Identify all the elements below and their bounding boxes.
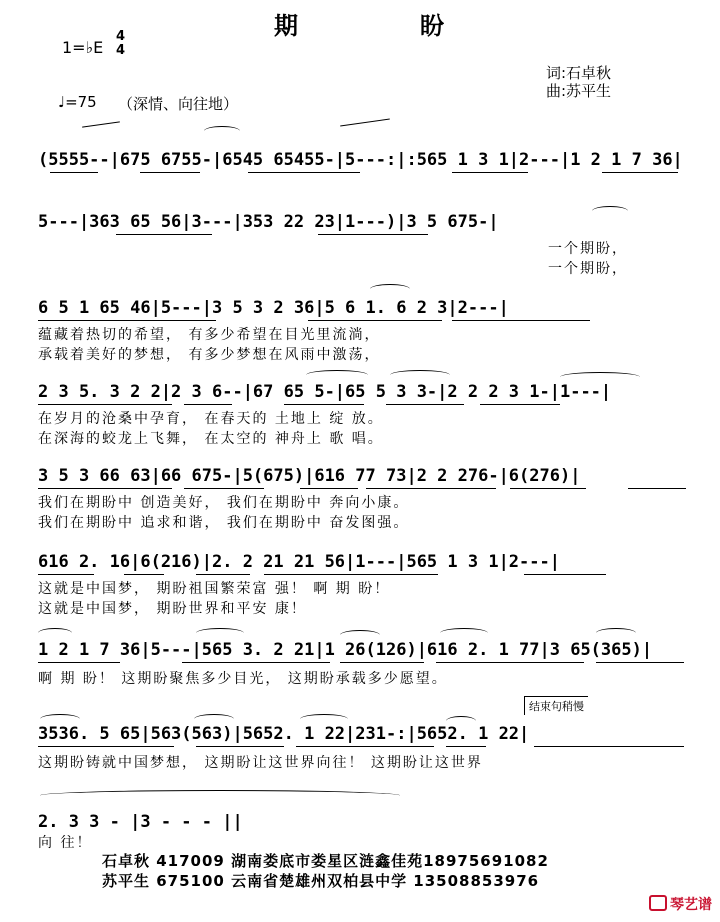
credit-composer: 苏平生 675100 云南省楚雄州双柏县中学 13508853976 bbox=[102, 872, 540, 890]
music-line-8: 3536. 5 65|563(563)|5652. 1 22|231-:|5652. 1 22| bbox=[38, 724, 530, 744]
underline bbox=[534, 746, 684, 747]
lyric-line-4b: 在深海的蛟龙上飞舞， 在太空的 神舟上 歌 唱。 bbox=[38, 431, 384, 447]
underline bbox=[386, 404, 464, 405]
underline bbox=[296, 746, 434, 747]
underline bbox=[452, 320, 590, 321]
lyric-line-3a: 蕴藏着热切的希望， 有多少希望在目光里流淌， bbox=[38, 327, 381, 343]
underline bbox=[38, 488, 172, 489]
lyric-line-4a: 在岁月的沧桑中孕育， 在春天的 土地上 绽 放。 bbox=[38, 411, 384, 427]
underline bbox=[38, 574, 94, 575]
slur bbox=[390, 370, 450, 380]
tie bbox=[40, 790, 400, 801]
lyric-line-9a: 向 往！ bbox=[38, 835, 93, 851]
music-line-7: 1 2 1 7 36|5---|565 3. 2 21|1 26(126)|616 2. 1 77|3 65(365)| bbox=[38, 640, 653, 660]
lyric-line-5a: 我们在期盼中 创造美好， 我们在期盼中 奔向小康。 bbox=[38, 495, 410, 511]
slur bbox=[560, 372, 640, 382]
expression-mark: （深情、向往地） bbox=[118, 95, 239, 113]
underline bbox=[38, 404, 172, 405]
lyric-line-6a: 这就是中国梦， 期盼祖国繁荣富 强！ 啊 期 盼！ bbox=[38, 581, 391, 597]
underline bbox=[248, 172, 360, 173]
composer: 曲:苏平生 bbox=[546, 82, 612, 100]
page-title bbox=[0, 6, 720, 41]
underline bbox=[366, 488, 496, 489]
underline bbox=[602, 172, 678, 173]
underline bbox=[596, 662, 684, 663]
lyric-line-7a: 啊 期 盼！ 这期盼聚焦多少目光， 这期盼承载多少愿望。 bbox=[38, 671, 448, 687]
title-char-2: 盼 bbox=[420, 12, 446, 40]
underline bbox=[116, 234, 212, 235]
underline bbox=[38, 662, 120, 663]
crescendo-mark bbox=[82, 121, 120, 127]
tempo-mark: ♩=75 bbox=[58, 93, 97, 111]
underline bbox=[510, 488, 586, 489]
logo-text: 琴艺谱 bbox=[670, 897, 712, 913]
slur bbox=[204, 126, 240, 136]
time-signature-top: 4 bbox=[116, 29, 126, 44]
underline bbox=[50, 172, 98, 173]
slur bbox=[592, 206, 628, 216]
underline bbox=[308, 320, 442, 321]
crescendo-mark bbox=[340, 119, 390, 127]
credit-lyricist: 石卓秋 417009 湖南娄底市娄星区涟鑫佳苑18975691082 bbox=[102, 852, 549, 870]
slur bbox=[300, 714, 348, 724]
slur bbox=[340, 630, 380, 640]
slur bbox=[306, 370, 368, 380]
underline bbox=[300, 488, 358, 489]
underline bbox=[196, 574, 250, 575]
lyric-line-6b: 这就是中国梦， 期盼世界和平安 康！ bbox=[38, 601, 307, 617]
underline bbox=[196, 746, 284, 747]
lyricist: 词:石卓秋 bbox=[546, 64, 612, 82]
music-line-5: 3 5 3 66 63|66 675-|5(675)|616 77 73|2 2 276-|6(276)| bbox=[38, 466, 581, 486]
underline bbox=[140, 172, 200, 173]
underline bbox=[184, 404, 232, 405]
slur bbox=[38, 628, 72, 638]
logo-icon bbox=[649, 895, 667, 911]
music-line-2: 5---|363 65 56|3---|353 22 23|1---)|3 5 675-| bbox=[38, 212, 499, 232]
underline bbox=[38, 746, 174, 747]
music-line-3: 6 5 1 65 46|5---|3 5 3 2 36|5 6 1. 6 2 3|2---| bbox=[38, 298, 509, 318]
underline bbox=[264, 574, 438, 575]
key-signature: 1=♭E bbox=[62, 38, 104, 57]
ending-label: 结束句稍慢 bbox=[524, 696, 588, 715]
music-line-9: 2. 3 3 - |3 - - - || bbox=[38, 812, 243, 832]
underline bbox=[446, 746, 486, 747]
underline bbox=[182, 662, 330, 663]
music-line-6: 616 2. 16|6(216)|2. 2 21 21 56|1---|565 1 3 1|2---| bbox=[38, 552, 560, 572]
slur bbox=[40, 714, 80, 724]
title-char-1: 期 bbox=[274, 12, 300, 40]
underline bbox=[480, 404, 560, 405]
underline bbox=[318, 234, 428, 235]
slur bbox=[194, 714, 234, 724]
underline bbox=[524, 574, 606, 575]
lyric-line-2a: 一个期盼， bbox=[548, 241, 628, 257]
underline bbox=[340, 662, 424, 663]
music-line-4: 2 3 5. 3 2 2|2 3 6--|67 65 5-|65 5 3 3-|2 2 2 3 1-|1---| bbox=[38, 382, 612, 402]
slur bbox=[440, 628, 488, 638]
underline bbox=[38, 320, 216, 321]
underline bbox=[184, 488, 264, 489]
time-signature bbox=[116, 30, 125, 58]
slur bbox=[196, 628, 244, 638]
lyric-line-3b: 承载着美好的梦想， 有多少梦想在风雨中激荡， bbox=[38, 347, 381, 363]
underline bbox=[124, 574, 164, 575]
lyric-line-5b: 我们在期盼中 追求和谐， 我们在期盼中 奋发图强。 bbox=[38, 515, 410, 531]
underline bbox=[436, 662, 584, 663]
underline bbox=[628, 488, 686, 489]
slur bbox=[370, 284, 410, 294]
underline bbox=[452, 172, 528, 173]
site-logo bbox=[649, 894, 712, 914]
lyric-line-8a: 这期盼铸就中国梦想， 这期盼让这世界向往！ 这期盼让这世界 bbox=[38, 755, 483, 771]
music-line-1: (5555--|675 6755-|6545 65455-|5---:|:565 1 3 1|2---|1 2 1 7 36| bbox=[38, 150, 683, 170]
lyric-line-2b: 一个期盼， bbox=[548, 261, 628, 277]
underline bbox=[284, 404, 364, 405]
slur bbox=[596, 628, 636, 638]
time-signature-bottom: 4 bbox=[116, 43, 126, 58]
